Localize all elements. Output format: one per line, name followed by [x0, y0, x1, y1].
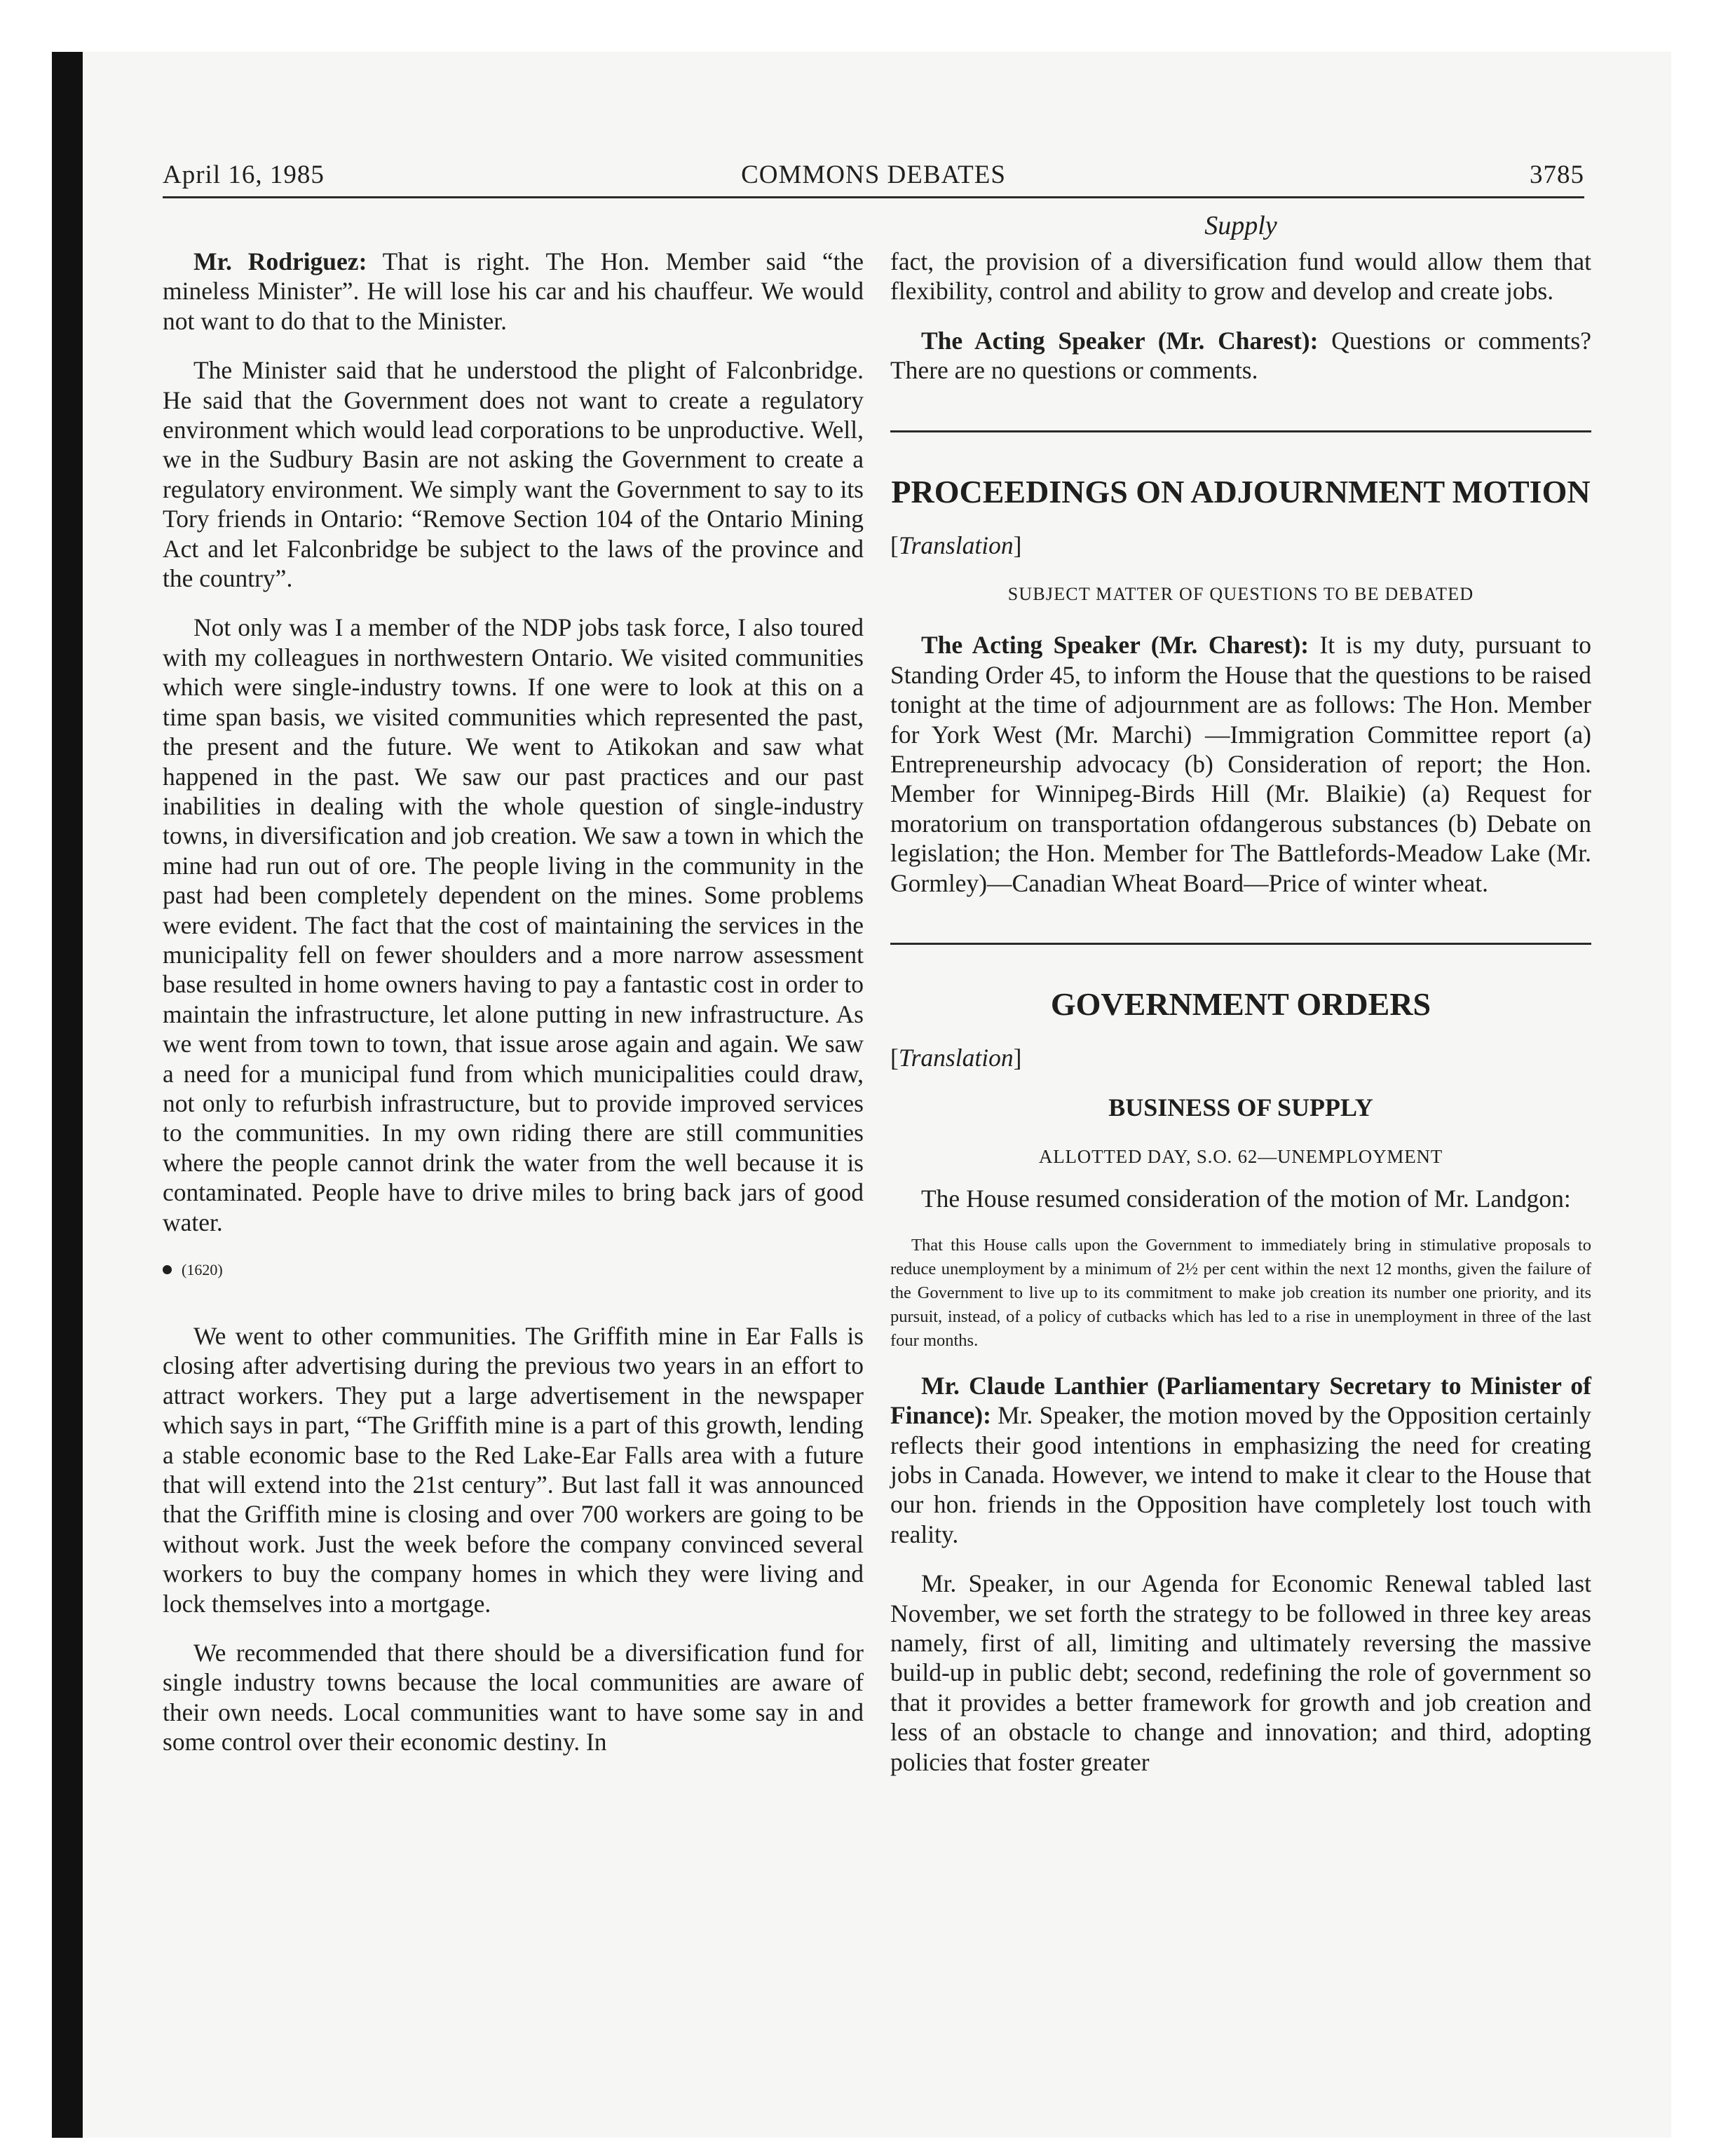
paragraph-text: Questions or comments? There are no questions or comments. — [890, 326, 1591, 385]
translation-label: [Translation] — [890, 531, 1022, 559]
paragraph: fact, the provision of a diversification fund would allow them that flexibility, control and ability to grow and develop and create jobs. — [890, 247, 1591, 306]
paragraph — [163, 247, 864, 336]
speaker-name: The Acting Speaker (Mr. Charest): — [921, 631, 1309, 660]
motion-text: That this House calls upon the Government to immediately bring in stimulative proposals to reduce unemployment by a minimum of 2½ per cent within the next 12 months, given the failure of the Government to live up to its commitment to make job creation its number one priority, and its pursuit, instead, of a policy of cutbacks which has led to a rise in unemployment in three of the last four months. — [890, 1235, 1591, 1350]
paragraph: Not only was I a member of the NDP jobs task force, I also toured with my colleagues in northwestern Ontario. We visited communities which were single-industry towns. If one were to look at this on a time span basis, we visited communities which represented the past, the present and the future. We went to Atikokan and saw what happened in the past. We saw our past practices and our past inabilities in dealing with the whole question of single-industry towns, in diversification and job creation. We saw a town in which the mine had run out of ore. The people living in the community in the past had been completely dependent on the mines. Some problems were evident. The fact that the cost of maintaining the services in the municipality fell on fewer shoulders and a more narrow assessment base resulted in home owners having to pay a fantastic cost in order to maintain the infrastructure, let alone putting in new infrastructure. As we went from town to town, that issue arose again and again. We saw a need for a municipal fund from which municipalities could draw, not only to refurbish infrastructure, but to provide improved services to the communities. In my own riding there are still communities where the people cannot drink the water from the well because it is contaminated. People have to drive miles to bring back jars of good water. — [163, 613, 864, 1236]
paragraph — [890, 1371, 1591, 1549]
paragraph: The House resumed consideration of the motion of Mr. Landgon: — [921, 1185, 1571, 1213]
time-marker-text: (1620) — [182, 1260, 223, 1278]
page-number: 3785 — [1530, 161, 1584, 189]
translation-label: [Translation] — [890, 1044, 1022, 1072]
section-title-government-orders: GOVERNMENT ORDERS — [1050, 986, 1431, 1023]
bullet-icon — [163, 1265, 172, 1274]
binding-edge — [52, 52, 83, 2138]
translation-label-text: Translation — [898, 531, 1014, 559]
left-column — [163, 247, 864, 1777]
subject-heading: SUBJECT MATTER OF QUESTIONS TO BE DEBATED — [1007, 584, 1474, 605]
header-title: COMMONS DEBATES — [741, 161, 1006, 189]
translation-label-text: Translation — [898, 1044, 1014, 1072]
paragraph — [890, 326, 1591, 386]
section-title-adjournment: PROCEEDINGS ON ADJOURNMENT MOTION — [891, 473, 1591, 510]
paragraph-text: That is right. The Hon. Member said “the mineless Minister”. He will lose his car and his chauffeur. We would not want to do that to the Minister. — [163, 247, 864, 335]
paragraph: Mr. Speaker, in our Agenda for Economic Renewal tabled last November, we set forth the strategy to be followed in three key areas namely, first of all, limiting and ultimately reversing the massive build-up in public debt; second, redefining the role of government so that it provides a better framework for growth and job creation and less of an obstacle to change and innovation; and third, adopting policies that foster greater — [890, 1569, 1591, 1776]
allotted-heading: ALLOTTED DAY, S.O. 62—UNEMPLOYMENT — [1038, 1145, 1443, 1167]
header-date: April 16, 1985 — [163, 161, 325, 189]
section-divider — [890, 943, 1591, 945]
business-heading: BUSINESS OF SUPPLY — [1108, 1093, 1373, 1121]
header-rule — [163, 196, 1584, 198]
time-marker — [163, 1258, 864, 1281]
paragraph — [890, 630, 1591, 898]
paragraph: The Minister said that he understood the plight of Falconbridge. He said that the Government does not want to create a regulatory environment which would lead corporations to be unproductive. Well, we in the Sudbury Basin are not asking the Government to create a regulatory environment. We simply want the Government to say to its Tory friends in Ontario: “Remove Section 104 of the Ontario Mining Act and let Falconbridge be subject to the laws of the province and the country”. — [163, 356, 864, 593]
page-header — [163, 160, 1584, 199]
section-divider — [890, 430, 1591, 432]
right-column — [890, 247, 1591, 1796]
speaker-name: Mr. Claude Lanthier (Parliamentary Secretary to Minister of Finance): — [890, 1371, 1591, 1430]
speaker-name: Mr. Rodriguez: — [193, 247, 367, 275]
paragraph-text: Mr. Speaker, the motion moved by the Opposition certainly reflects their good intentions in emphasizing the need for creating jobs in Canada. However, we intend to make it clear to the House that our hon. friends in the Opposition have completely lost touch with reality. — [890, 1401, 1591, 1548]
speaker-name: The Acting Speaker (Mr. Charest): — [921, 326, 1319, 355]
paragraph-text: It is my duty, pursuant to Standing Order 45, to inform the House that the questions to be raised tonight at the time of adjournment are as follows: The Hon. Member for York West (Mr. Marchi) —Immigration Committee report (a) Entrepreneurship advocacy (b) Consideration of report; the Hon. Member for Winnipeg-Birds Hill (Mr. Blaikie) (a) Request for moratorium on transportation ofdangerous substances (b) Debate on legislation; the Hon. Member for The Battlefords-Meadow Lake (Mr. Gormley)—Canadian Wheat Board—Price of winter wheat. — [890, 631, 1592, 897]
paragraph: We recommended that there should be a diversification fund for single industry towns because the local communities are aware of their own needs. Local communities want to have some say in and some control over their economic destiny. In — [163, 1639, 864, 1756]
paragraph: We went to other communities. The Griffith mine in Ear Falls is closing after advertising during the previous two years in an effort to attract workers. They put a large advertisement in the newspaper which says in part, “The Griffith mine is a part of this growth, lending a stable economic base to the Red Lake-Ear Falls area with a future that will extend into the 21st century”. But last fall it was announced that the Griffith mine is closing and over 700 workers are going to be without work. Just the week before the company convinced several workers to buy the company homes in which they were living and lock themselves into a mortgage. — [163, 1321, 864, 1618]
running-head: Supply — [1204, 211, 1277, 240]
